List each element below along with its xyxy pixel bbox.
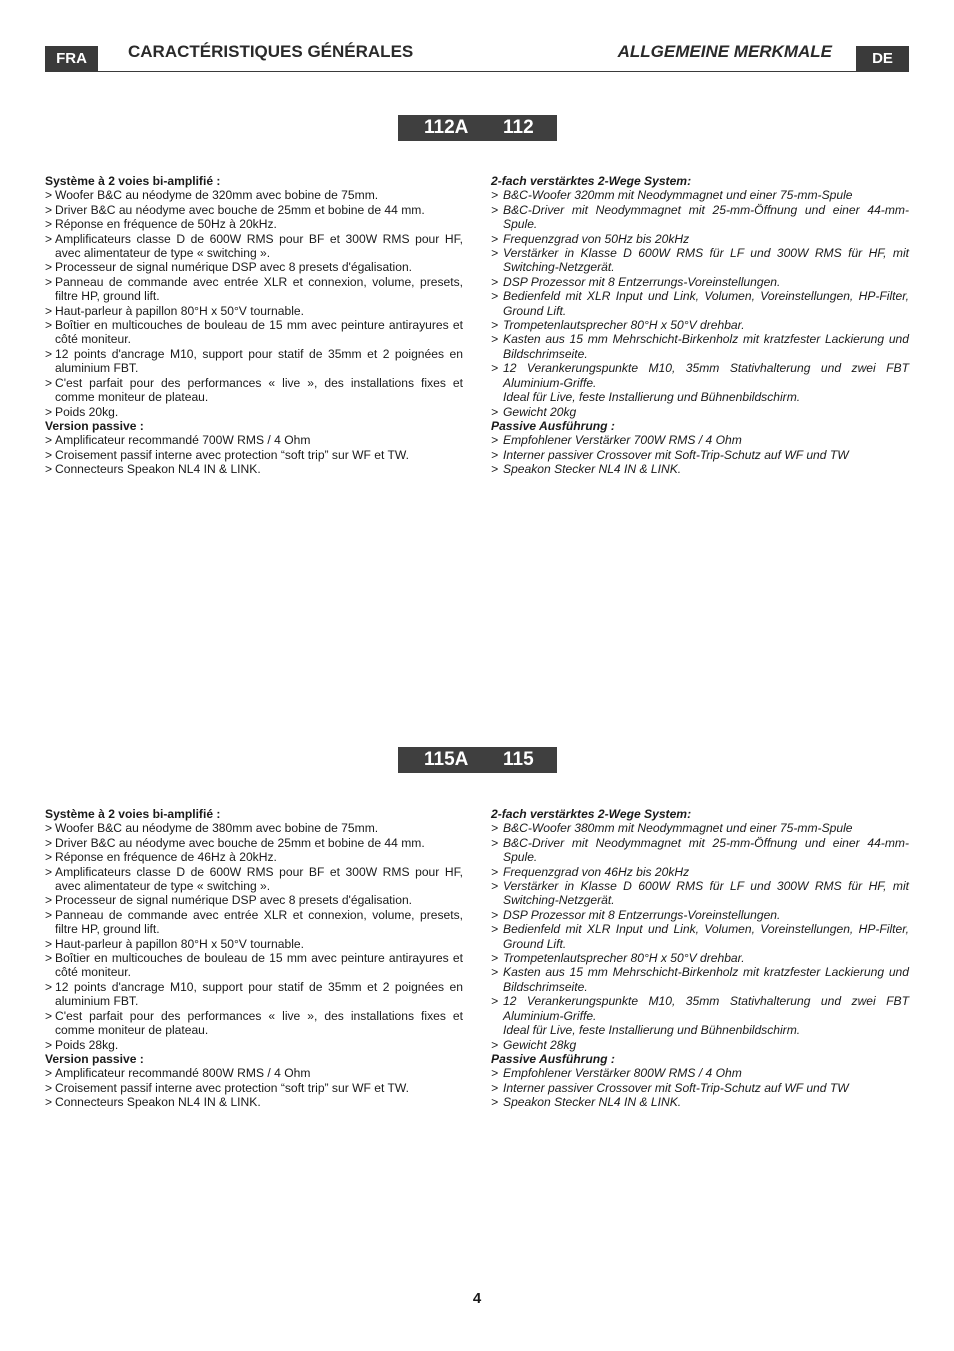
list-item xyxy=(491,1095,909,1109)
list-item xyxy=(491,361,909,390)
list-item-text: Panneau de commande avec entrée XLR et connexion, volume, presets, filtre HP, ground lift. xyxy=(55,274,463,304)
bullet-marker: > xyxy=(45,318,53,333)
list-item xyxy=(491,1081,909,1095)
bullet-marker: > xyxy=(491,1066,499,1081)
list-item xyxy=(45,1066,463,1080)
bullet-marker: > xyxy=(45,462,53,477)
list-item-text: Empfohlener Verstärker 800W RMS / 4 Ohm xyxy=(503,1066,742,1081)
bullet-marker: > xyxy=(45,1066,53,1081)
list-item-text: 12 Verankerungspunkte M10, 35mm Stativhalterung und zwei FBT Aluminium-Griffe. xyxy=(503,994,909,1023)
bullet-marker: > xyxy=(45,260,53,275)
bullet-marker: > xyxy=(45,936,53,951)
list-item xyxy=(491,462,909,476)
passive-heading: Passive Ausführung : xyxy=(491,1051,615,1066)
list-item-text: Amplificateur recommandé 800W RMS / 4 Ohm xyxy=(55,1066,311,1081)
spec-list xyxy=(491,188,909,390)
list-item-text: Amplificateur recommandé 700W RMS / 4 Ohm xyxy=(55,433,311,448)
model-label: 115 xyxy=(503,749,534,770)
list-item xyxy=(45,836,463,850)
list-item-text: 12 points d'ancrage M10, support pour statif de 35mm et 2 poignées en aluminium FBT. xyxy=(55,346,463,376)
list-item-text: Gewicht 20kg xyxy=(503,404,577,419)
list-item xyxy=(491,994,909,1023)
list-item xyxy=(45,951,463,980)
list-item-text: Interner passiver Crossover mit Soft-Trip-Schutz auf WF und TW xyxy=(503,1080,849,1095)
bullet-marker: > xyxy=(491,1037,499,1052)
list-item xyxy=(45,405,463,419)
list-item-text: 12 points d'ancrage M10, support pour statif de 35mm et 2 poignées en aluminium FBT. xyxy=(55,979,463,1009)
model-bar-115 xyxy=(398,747,557,773)
bullet-marker: > xyxy=(491,188,499,203)
bullet-marker: > xyxy=(45,404,53,419)
list-item xyxy=(45,188,463,202)
list-item-text: 12 Verankerungspunkte M10, 35mm Stativhalterung und zwei FBT Aluminium-Griffe. xyxy=(503,361,909,390)
list-item xyxy=(491,836,909,865)
list-item xyxy=(45,318,463,347)
bullet-marker: > xyxy=(45,447,53,462)
list-item xyxy=(491,951,909,965)
list-item xyxy=(491,922,909,951)
language-tag-fra: FRA xyxy=(45,46,98,72)
list-item-text: B&C-Woofer 380mm mit Neodymmagnet und einer 75-mm-Spule xyxy=(503,821,853,836)
bullet-marker: > xyxy=(45,835,53,850)
bullet-marker: > xyxy=(45,821,53,836)
page-number: 4 xyxy=(472,1290,482,1307)
list-item xyxy=(45,448,463,462)
list-item-text: Kasten aus 15 mm Mehrschicht-Birkenholz mit kratzfester Lackierung und Bildschrimseite. xyxy=(503,965,909,994)
list-item xyxy=(45,980,463,1009)
passive-heading: Version passive : xyxy=(45,418,144,433)
list-item-text: DSP Prozessor mit 8 Entzerrungs-Voreinstellungen. xyxy=(503,274,781,289)
bullet-marker: > xyxy=(491,821,499,836)
bullet-marker: > xyxy=(491,951,499,966)
list-item xyxy=(491,448,909,462)
list-item xyxy=(45,217,463,231)
list-item-text: Haut-parleur à papillon 80°H x 50°V tournable. xyxy=(55,303,305,318)
list-item xyxy=(491,1038,909,1052)
list-item xyxy=(45,1095,463,1109)
list-item xyxy=(45,275,463,304)
bullet-marker: > xyxy=(45,1037,53,1052)
bullet-marker: > xyxy=(45,274,53,289)
bullet-marker: > xyxy=(491,994,499,1009)
model-label: 115A xyxy=(424,749,469,770)
list-item xyxy=(491,232,909,246)
list-item xyxy=(45,1009,463,1038)
bullet-marker: > xyxy=(491,879,499,894)
list-item-text: Connecteurs Speakon NL4 IN & LINK. xyxy=(55,1095,261,1110)
bullet-marker: > xyxy=(45,433,53,448)
list-item xyxy=(491,965,909,994)
bullet-marker: > xyxy=(491,274,499,289)
header-rule xyxy=(45,71,909,72)
bullet-marker: > xyxy=(491,1080,499,1095)
list-item-text: DSP Prozessor mit 8 Entzerrungs-Voreinstellungen. xyxy=(503,907,781,922)
list-item-text: Frequenzgrad von 46Hz bis 20kHz xyxy=(503,864,690,879)
bullet-marker: > xyxy=(45,202,53,217)
list-item xyxy=(491,1066,909,1080)
list-item xyxy=(45,865,463,894)
bullet-marker: > xyxy=(491,231,499,246)
list-item-text: Woofer B&C au néodyme de 320mm avec bobine de 75mm. xyxy=(55,188,379,203)
bullet-marker: > xyxy=(491,246,499,261)
list-item-text: Poids 28kg. xyxy=(55,1037,119,1052)
bullet-marker: > xyxy=(45,1080,53,1095)
bullet-marker: > xyxy=(491,462,499,477)
list-item-text: Réponse en fréquence de 46Hz à 20kHz. xyxy=(55,850,277,865)
list-item xyxy=(491,433,909,447)
spec-list xyxy=(491,821,909,1023)
list-item xyxy=(491,405,909,419)
bullet-marker: > xyxy=(45,979,53,994)
bullet-marker: > xyxy=(491,433,499,448)
list-item xyxy=(491,879,909,908)
model-label: 112A xyxy=(424,117,469,138)
list-item xyxy=(45,260,463,274)
bullet-marker: > xyxy=(491,907,499,922)
list-item-text: Verstärker in Klasse D 600W RMS für LF und 300W RMS für HF, mit Switching-Netzgerät. xyxy=(503,879,909,908)
list-item xyxy=(491,821,909,835)
list-item-text: Processeur de signal numérique DSP avec 8 presets d'égalisation. xyxy=(55,893,413,908)
bullet-marker: > xyxy=(45,303,53,318)
spec-column-fr-112 xyxy=(45,174,463,477)
passive-heading: Version passive : xyxy=(45,1051,144,1066)
bullet-marker: > xyxy=(45,217,53,232)
spec-list xyxy=(45,821,463,1052)
list-item-text: Speakon Stecker NL4 IN & LINK. xyxy=(503,1095,682,1110)
list-item-text: Connecteurs Speakon NL4 IN & LINK. xyxy=(55,462,261,477)
list-item-text: C'est parfait pour des performances « live », des installations fixes et comme moniteur de plateau. xyxy=(55,375,463,405)
list-item xyxy=(491,390,909,404)
language-tag-de: DE xyxy=(856,46,909,72)
list-item-text: Poids 20kg. xyxy=(55,404,119,419)
bullet-marker: > xyxy=(491,332,499,347)
list-item-text: Interner passiver Crossover mit Soft-Trip-Schutz auf WF und TW xyxy=(503,447,849,462)
spec-list xyxy=(45,188,463,419)
bullet-marker: > xyxy=(45,346,53,361)
list-item xyxy=(45,908,463,937)
bullet-marker: > xyxy=(45,864,53,879)
list-item xyxy=(491,246,909,275)
list-item-text: Croisement passif interne avec protection “soft trip” sur WF et TW. xyxy=(55,1080,409,1095)
passive-heading: Passive Ausführung : xyxy=(491,418,615,433)
list-item-text: Amplificateurs classe D de 600W RMS pour BF et 300W RMS pour HF, avec alimentateur de type « switching ». xyxy=(55,231,463,261)
list-item-text: Driver B&C au néodyme avec bouche de 25mm et bobine de 44 mm. xyxy=(55,835,425,850)
list-item xyxy=(45,1038,463,1052)
list-item xyxy=(491,188,909,202)
list-item-text: Croisement passif interne avec protection “soft trip” sur WF et TW. xyxy=(55,447,409,462)
list-item-text: Haut-parleur à papillon 80°H x 50°V tournable. xyxy=(55,936,305,951)
spec-list-tail xyxy=(491,405,909,419)
list-item xyxy=(45,893,463,907)
spec-heading: 2-fach verstärktes 2-Wege System: xyxy=(491,807,692,821)
bullet-marker: > xyxy=(491,289,499,304)
list-item-text: Verstärker in Klasse D 600W RMS für LF und 300W RMS für HF, mit Switching-Netzgerät. xyxy=(503,246,909,275)
spec-heading: Système à 2 voies bi-amplifié : xyxy=(45,174,221,188)
bullet-marker: > xyxy=(45,907,53,922)
passive-list xyxy=(45,1066,463,1109)
list-item-text: Woofer B&C au néodyme de 380mm avec bobine de 75mm. xyxy=(55,821,379,836)
list-item xyxy=(491,289,909,318)
bullet-marker: > xyxy=(491,922,499,937)
passive-list xyxy=(45,433,463,476)
list-item xyxy=(491,332,909,361)
list-item-text: Frequenzgrad von 50Hz bis 20kHz xyxy=(503,231,690,246)
bullet-marker: > xyxy=(491,202,499,217)
list-item xyxy=(491,203,909,232)
bullet-marker: > xyxy=(45,231,53,246)
list-item xyxy=(45,376,463,405)
list-item-text: Panneau de commande avec entrée XLR et connexion, volume, presets, filtre HP, ground lift. xyxy=(55,907,463,937)
list-item-text: B&C-Driver mit Neodymmagnet mit 25-mm-Öffnung und einer 44-mm-Spule. xyxy=(503,835,909,865)
list-item-text: C'est parfait pour des performances « live », des installations fixes et comme moniteur de plateau. xyxy=(55,1008,463,1038)
list-item xyxy=(45,937,463,951)
bullet-marker: > xyxy=(45,893,53,908)
spec-column-de-115 xyxy=(491,807,909,1110)
list-item xyxy=(491,865,909,879)
list-item-text: Boîtier en multicouches de bouleau de 15 mm avec peinture antirayures et côté moniteur. xyxy=(55,318,463,347)
bullet-marker: > xyxy=(45,951,53,966)
bullet-marker: > xyxy=(491,447,499,462)
list-item xyxy=(45,850,463,864)
bullet-marker: > xyxy=(45,1095,53,1110)
bullet-marker: > xyxy=(491,965,499,980)
list-item xyxy=(45,1081,463,1095)
bullet-marker: > xyxy=(491,835,499,850)
list-item-text: Processeur de signal numérique DSP avec 8 presets d'égalisation. xyxy=(55,260,413,275)
bullet-marker: > xyxy=(491,864,499,879)
list-item xyxy=(491,275,909,289)
list-item-text: Ideal für Live, feste Installierung und Bühnenbildschirm. xyxy=(503,1023,801,1038)
bullet-marker: > xyxy=(45,1008,53,1023)
list-item-text: B&C-Woofer 320mm mit Neodymmagnet und einer 75-mm-Spule xyxy=(503,188,853,203)
list-item-text: Empfohlener Verstärker 700W RMS / 4 Ohm xyxy=(503,433,742,448)
list-item-text: Ideal für Live, feste Installierung und Bühnenbildschirm. xyxy=(503,390,801,405)
list-item xyxy=(45,433,463,447)
list-item-text: Speakon Stecker NL4 IN & LINK. xyxy=(503,462,682,477)
list-item-text: Amplificateurs classe D de 600W RMS pour BF et 300W RMS pour HF, avec alimentateur de type « switching ». xyxy=(55,864,463,894)
bullet-marker: > xyxy=(45,850,53,865)
spec-heading: Système à 2 voies bi-amplifié : xyxy=(45,807,221,821)
bullet-marker: > xyxy=(45,188,53,203)
list-item-text: Réponse en fréquence de 50Hz à 20kHz. xyxy=(55,217,277,232)
list-item xyxy=(45,232,463,261)
list-item-text: Driver B&C au néodyme avec bouche de 25mm et bobine de 44 mm. xyxy=(55,202,425,217)
list-item-text: Bedienfeld mit XLR Input und Link, Volumen, Voreinstellungen, HP-Filter, Ground Lift. xyxy=(503,922,909,951)
spec-heading: 2-fach verstärktes 2-Wege System: xyxy=(491,174,692,188)
list-item xyxy=(491,908,909,922)
list-item-text: Trompetenlautsprecher 80°H x 50°V drehbar. xyxy=(503,951,745,966)
list-item xyxy=(45,347,463,376)
list-item-text: Gewicht 28kg xyxy=(503,1037,577,1052)
section-title-de: ALLGEMEINE MERKMALE xyxy=(617,42,832,61)
spec-column-de-112 xyxy=(491,174,909,477)
list-item xyxy=(45,203,463,217)
section-title-fr: CARACTÉRISTIQUES GÉNÉRALES xyxy=(128,42,414,61)
bullet-marker: > xyxy=(491,1095,499,1110)
bullet-marker: > xyxy=(491,318,499,333)
list-item-text: B&C-Driver mit Neodymmagnet mit 25-mm-Öffnung und einer 44-mm-Spule. xyxy=(503,202,909,232)
bullet-marker: > xyxy=(491,361,499,376)
list-item xyxy=(45,462,463,476)
list-item xyxy=(491,1023,909,1037)
passive-list xyxy=(491,433,909,476)
spec-column-fr-115 xyxy=(45,807,463,1110)
spec-list-tail xyxy=(491,1038,909,1052)
list-item-text: Trompetenlautsprecher 80°H x 50°V drehbar. xyxy=(503,318,745,333)
bullet-marker: > xyxy=(491,404,499,419)
model-bar-112 xyxy=(398,115,557,141)
passive-list xyxy=(491,1066,909,1109)
list-item xyxy=(491,318,909,332)
list-item-text: Kasten aus 15 mm Mehrschicht-Birkenholz mit kratzfester Lackierung und Bildschrimseite. xyxy=(503,332,909,361)
list-item-text: Boîtier en multicouches de bouleau de 15 mm avec peinture antirayures et côté moniteur. xyxy=(55,951,463,980)
list-item xyxy=(45,304,463,318)
model-label: 112 xyxy=(503,117,534,138)
list-item xyxy=(45,821,463,835)
list-item-text: Bedienfeld mit XLR Input und Link, Volumen, Voreinstellungen, HP-Filter, Ground Lift. xyxy=(503,289,909,318)
bullet-marker: > xyxy=(45,375,53,390)
